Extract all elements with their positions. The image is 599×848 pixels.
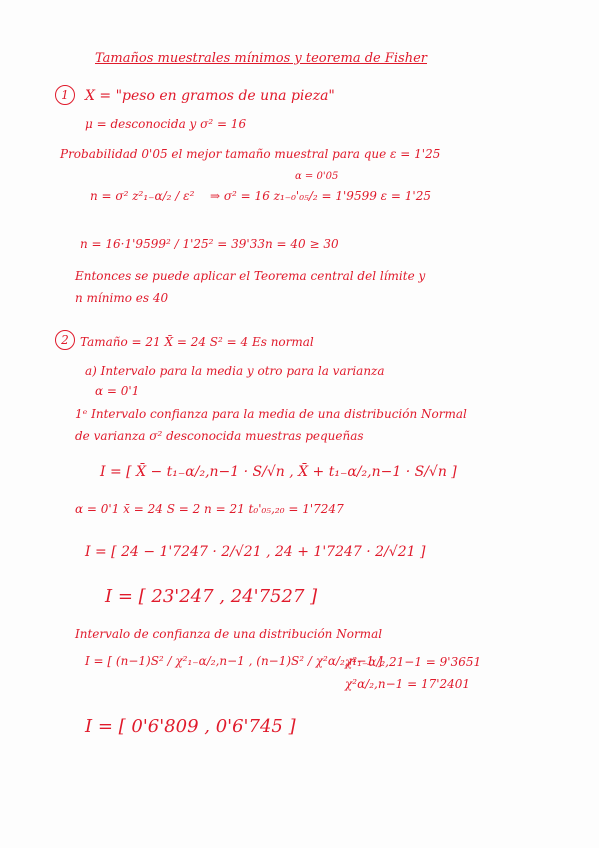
p2-interval-heading-2: de varianza σ² desconocida muestras pequeñas [75,429,364,443]
p2-interval-heading-1: 1ᵉ Intervalo confianza para la media de una distribución Normal [75,407,467,421]
p1-calculation: n = 16·1'9599² / 1'25² = 39'33 [80,237,265,251]
p1-conclusion-2: n mínimo es 40 [75,291,169,305]
p1-conclusion-1: Entonces se puede aplicar el Teorema central del límite y [75,269,426,283]
problem-1-number: 1 [55,85,75,105]
p2-part-a: a) Intervalo para la media y otro para la varianza [85,364,385,378]
p1-mu-sigma: μ = desconocida y σ² = 16 [85,117,247,131]
p2-chi-square-1: χ²₁₋α/₂,21−1 = 9'3651 [345,655,482,669]
p1-probability-statement: Probabilidad 0'05 el mejor tamaño muestral para que ε = 1'25 [60,147,441,161]
p1-formula-n: n = σ² z²₁₋α/₂ / ε² [90,189,195,203]
p2-values: α = 0'1 x̄ = 24 S = 2 n = 21 t₀'₀₅,₂₀ = 1'7247 [75,502,344,516]
p2-data: Tamaño = 21 X̄ = 24 S² = 4 Es normal [80,335,314,349]
p2-alpha: α = 0'1 [95,384,140,398]
p1-n-result: n = 40 ≥ 30 [265,237,339,251]
p1-alpha: α = 0'05 [295,171,339,182]
p2-interval-formula: I = [ X̄ − t₁₋α/₂,n−1 · S/√n , X̄ + t₁₋α/₂,n−1 · S/√n ] [100,464,457,480]
page-title: Tamaños muestrales mínimos y teorema de Fisher [95,51,427,66]
p2-variance-formula: I = [ (n−1)S² / χ²₁₋α/₂,n−1 , (n−1)S² / χ²α/₂,n−1 ] [85,654,383,668]
p1-variable-definition: X = "peso en gramos de una pieza" [85,88,335,104]
p1-arrow-values: ⇒ σ² = 16 z₁₋₀'₀₅/₂ = 1'9599 ε = 1'25 [210,189,431,203]
p2-chi-square-2: χ²α/₂,n−1 = 17'2401 [345,677,471,691]
p2-variance-result: I = [ 0'6'809 , 0'6'745 ] [85,716,296,737]
p2-substitution: I = [ 24 − 1'7247 · 2/√21 , 24 + 1'7247 · 2/√21 ] [85,544,426,560]
p2-interval-result: I = [ 23'247 , 24'7527 ] [105,586,318,607]
p2-variance-heading: Intervalo de confianza de una distribución Normal [75,627,383,641]
problem-2-number: 2 [55,330,75,350]
